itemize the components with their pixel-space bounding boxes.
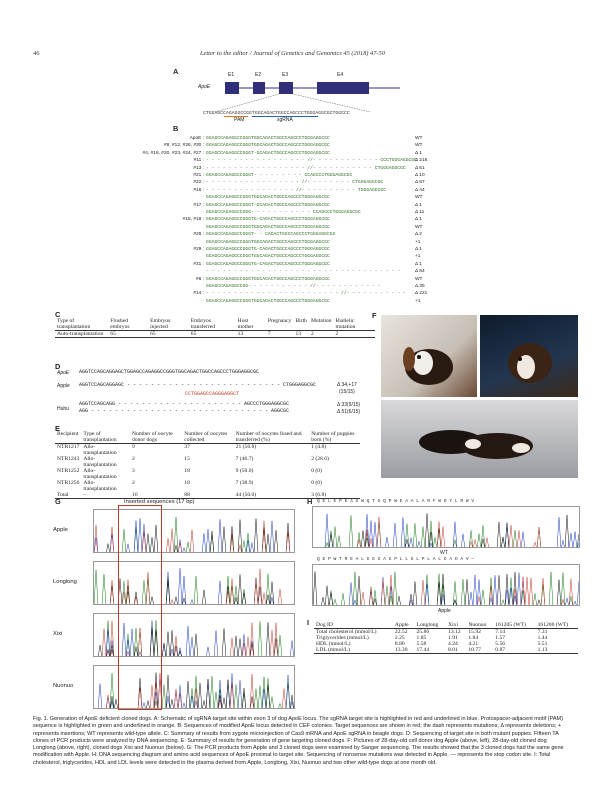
alignment-id: #6 : [195,276,204,282]
alignment-seq: GGAGCCAGAGGCCGGG- - - - - - - - - - - CCAGCCCTGGGAGGCGC [206,210,361,215]
e-cell: NTR1243 [57,456,80,462]
d-huhu-note2: Δ 51(6/15) [337,409,361,415]
trace-line [313,513,580,548]
e-cell: 9 [132,444,135,450]
i-cell: 10.77 [468,647,481,653]
alignment-seq: GGAGCCAGAGGCCGGGTG-CAGACTGGCCAGCCCTGGGAGGCGC [206,247,330,252]
i-header: 161206 (WT) [536,622,578,629]
c-header: Mutation [309,318,334,331]
page-number: 46 [33,50,40,57]
alignment-seq: GGAGCCAGAGGCCGGGT-GCAGACTGGCCAGCCCTGGGAGGCGC [206,202,330,208]
alignment-note: Δ 1 [415,247,422,252]
pam-underline [224,116,248,117]
c-header: Type of transplantation [55,318,108,331]
alignment-note: Δ 1 [415,217,422,223]
alignment-row [118,269,448,276]
alignment-row [118,151,448,158]
alignment-seq: GGAGCCAGAGGCCGGGTGGCAGACTGGCCAGCCCTGGGAGGCGC [206,298,330,304]
alignment-seq: GGAGCCAGAGGCCGGGT- - CAGACTGGCCAGCCCTGGGAGGCGC [206,232,336,238]
i-cell: 5.58 [416,641,427,647]
inserted-label: Inserted sequences (17 bp) [124,499,195,505]
d-apple-label: Apple [57,383,70,389]
alignment-row [118,188,448,195]
alignment-note: Δ 10 [415,173,425,178]
panel-c-table [55,318,375,338]
alignment-note: +1 [415,254,421,260]
panel-g-label: G [55,497,61,506]
alignment-note: Δ 1 [415,202,422,208]
alignment-seq: - - - - - - - - - - - - - - - - - - - - - - - - //- - - - - - - - - - - [206,291,406,297]
i-cell: 4.24 [448,641,458,647]
track-label: Apple [53,527,68,533]
trace-line [313,575,580,606]
i-header: Dog ID [314,622,393,629]
alignment-row [118,158,448,165]
alignment-id: ApoE : [189,136,204,141]
alignment-row [118,291,448,298]
d-huhu-note1: Δ 33(9/15) [337,402,361,408]
alignment-row [118,299,448,306]
trace-line [313,572,580,606]
e-header: Number of puppies born (%) [309,431,360,444]
e-cell: Total [57,492,69,498]
i-cell: 8.80 [394,641,405,647]
alignment-row [118,203,448,210]
e-cell: 7 (46.7) [235,456,254,462]
e-cell: NTR1217 [57,444,80,450]
running-title: Letter to the editor / Journal of Genetics and Genomics 45 (2018) 47-50 [200,50,385,57]
sgrna-underline [252,116,318,117]
alignment-seq: GGAGCCAGAGGCCGGGTGGCAGACTGGCCAGCCCTGGGAGGCGC [206,276,330,282]
e-header: Type of transplantation [81,431,130,444]
alignment-id: #17 : [193,202,204,208]
alignment-row [118,143,448,150]
alignment-note: Δ 2 [415,232,422,238]
e-cell: 2 [132,456,135,462]
i-cell: 2.25 [394,635,405,641]
alignment-row [118,225,448,232]
i-cell: 22.52 [394,629,408,635]
h-protein-mut: Q E P W T R E A L G G G A G P L L G L P L A L G A D A V — [317,557,475,562]
track-label: Nuonuo [53,683,74,689]
alignment-row [118,173,448,180]
i-cell: 1.44 [537,635,548,641]
i-cell: 13.12 [448,629,461,635]
alignment-row [118,277,448,284]
h-wt-label: WT [440,550,448,556]
i-cell: 25.86 [416,629,430,635]
table-row [55,492,360,499]
puppies-illustration [381,400,578,478]
alignment-seq: GGAGCCAGAGGCCGGGTG-CAGACTGGCCAGCCCTGGGAGGCGC [206,261,330,267]
alignment-id: #4, #18, #20, #23, #24, #27 : [142,150,204,156]
panel-d-label: D [55,362,61,371]
i-cell: 17.44 [416,647,430,653]
alignment-seq: GGAGCCAGAGGCCGGGTGGCAGACTGGCCAGCCCTGGGAGGCGC [206,254,330,260]
i-header: Nuonuo [466,622,493,629]
e-cell: – [83,492,87,498]
alignment-seq: GGAGCCAGAGGCCGGGTGGCAGACTGGCCAGCCCTGGGAGGCGC [206,136,330,141]
alignment-row [118,254,448,261]
panel-i-label: I [307,618,310,627]
gene-name: ApoE [198,84,211,90]
alignment-seq: GGAGCCAGAGGCCGG- - - - - - - - - - - //- - - - - - - - - - - - [206,284,381,289]
alignment-row [118,247,448,254]
panel-c-label: C [55,310,61,319]
alignment-note: Δ 67 [415,180,425,186]
alignment-seq: - - - - - - - - - - - - - - - - - //- - - - - - - - CTGGGAGGCGC [206,180,384,186]
i-header: Longlong [415,622,447,629]
e-cell: Allo-transplantation [83,480,117,492]
panel-f-label: F [372,311,377,320]
c-header: Pregnancy [266,318,294,331]
alignment-id: #8, #12, #28, #30 : [163,143,204,149]
d-huhu-seq2: AGG - - - - - - - - - - - - - - - - - - - - - - - - - - - - - - AGGCGC [79,408,290,414]
i-cell: Total cholesterol (mmol/L) [316,629,377,635]
table-row [55,444,360,457]
puppy-illustration [381,315,477,397]
c-header: Embryos injected [148,318,189,331]
i-cell: 4.21 [468,641,479,647]
inserted-highlight-box [118,505,162,710]
i-cell: 1.84 [468,635,479,641]
target-sequence: CTGGAGCCAGAGGCCGGTGGCAGACTGGCCAGCCCTGGGAGGCGCTGGCCC [203,111,350,116]
chromatogram-trace [313,507,580,548]
alignment-note: Δ 1 [415,150,422,156]
i-cell: 1.13 [537,647,548,653]
panel-a-label: A [173,67,179,76]
d-ref-label: ApoE [57,370,70,376]
alignment-row [118,232,448,239]
alignment-seq: - - - - - - - - - - - - - - - - //- - - - - - - - - - TGGGAGGCGC [206,187,387,193]
alignment-id: #26 : [193,232,204,238]
panel-d-sequences [55,370,365,418]
alignment-note: Δ 11 [415,210,425,215]
h-apple-chromatogram [312,564,580,606]
e-cell: 88 [184,492,190,498]
alignment-note: Δ 1 [415,261,422,267]
h-apple-label: Apple [438,608,451,614]
c-cell: 65 [190,331,197,337]
alignment-id: #22 : [193,180,204,186]
sgrna-label: sgRNA [277,117,293,123]
alignment-id: #21 : [193,173,204,178]
alignment-note: Δ 35 [415,284,425,289]
alignment-row [118,284,448,291]
i-cell: 1.85 [416,635,427,641]
panel-h-label: H [307,497,313,506]
c-header: Biallelic mutation [333,318,375,331]
alignment-row [118,262,448,269]
alignment-row [118,217,448,224]
figure-caption: Fig. 1. Generation of ApoE deficient cloned dogs. A: Schematic of sgRNA target site within exon 3 of dog ApoE locus. The sgRNA target site is highlighted in red and underlined in blue. Protospacer-adjacent motif (PAM) sequence is highlighted in green and underlined in orange. B: Sequences of modified ApoE locus detected in CEF colonies. Target sequences are shown in red; the dash represents mutations; Δ represents deletions; + represents insertions; WT represents wild-type allele. C: Summary of results from zygote microinjection of Cas9 mRNA and ApoE sgRNA in beagle dogs. D: Sequencing of target site in both mutant puppies. Fifteen TA clones of PCR products were analyzed by DNA sequencing. E: Summary of results for generation of gene targeting cloned dogs. F: Pictures of 28-day-old cell donor dog Apple (above, left), 28-day-old cloned dog Longlong (above, right), cloned dogs Xixi and Nuonuo (below). G: The PCR products from Apple and 3 cloned dogs were examined by Sanger sequencing. The results showed that the 3 cloned dogs had the same gene modification with Apple. H: DNA sequencing diagram and amino acid sequences of ApoE proximal to target site. Sequencing of nonsense mutations was detected in Apple. — represents the stop codon site. I: Total cholesterol, triglycerides, HDL and LDL levels were detected in the plasma derived from Apple, Longlong, Xixi, Nuonuo and two other wild-type dogs at one month old. [33,716,564,766]
alignment-seq: - - - - - - - - - - - - - - - - - - - - - - - - - - - - - - - - - - - [206,269,401,275]
alignment-note: +1 [415,239,421,245]
c-header: Host mother [236,318,266,331]
i-cell: 5.51 [537,641,548,647]
c-cell: 13 [295,331,302,337]
i-header: 161205 (WT) [493,622,535,629]
photo-apple [381,315,477,397]
c-header: Birth [293,318,309,331]
c-cell: Auto-transplantation [57,331,104,337]
photo-longlong [480,315,578,397]
e-header: Number of oocytes fused and transferred (%) [234,431,310,444]
c-header: Flushed embryos [108,318,148,331]
table-row [314,647,578,654]
c-cell: 65 [110,331,116,337]
e-cell: 16 [132,492,138,498]
alignment-seq: GGAGCCAGAGGCCGGGTG-CAGACTGGCCAGCCCTGGGAGGCGC [206,217,330,223]
table-row [55,456,360,468]
alignment-note: +1 [415,298,421,304]
alignment-seq: GGAGCCAGAGGCCGGGTGGCAGACTGGCCAGCCCTGGGAGGCGC [206,239,330,245]
trace-line [313,572,580,607]
e-cell: 18 [184,468,190,474]
alignment-note: WT [415,195,423,201]
panel-b-label: B [173,124,179,133]
exon-e1-label: E1 [228,72,235,78]
i-header: Apple [393,622,415,629]
alignment-note: Δ 44 [415,187,425,193]
trace-line [313,514,580,548]
i-cell: 0.87 [495,647,506,653]
puppy-illustration [480,315,578,397]
e-cell: 9 (50.0) [235,468,254,474]
chromatogram-trace [313,565,580,606]
c-cell: 7 [267,331,271,337]
e-cell: 7 (38.9) [235,480,254,486]
i-header: Xixi [446,622,466,629]
e-cell: Allo-transplantation [83,444,117,456]
alignment-id: #11 : [193,158,204,164]
i-cell: 7.31 [537,629,548,635]
alignment-id: #14 : [193,291,204,297]
alignment-row [118,240,448,247]
panel-e-table [55,431,360,499]
d-huhu-label: Huhu [57,406,69,412]
e-cell: 0 (0) [311,480,322,486]
exon-e4-label: E4 [337,72,344,78]
alignment-note: WT [415,276,423,282]
trace-line [313,517,580,548]
photo-xixi-nuonuo [381,400,578,478]
d-apple-note: Δ 34,+17 [337,382,357,388]
i-cell: Triglycerides (mmol/L) [316,635,369,641]
e-cell: 44 (50.0) [235,492,257,498]
h-wt-chromatogram [312,506,580,548]
alignment-note: Δ 216 [415,158,428,164]
table-row [55,480,360,492]
alignment-note: WT [415,143,423,149]
c-cell: 13 [237,331,244,337]
alignment-seq: GGAGCCAGAGGCCGGGTGGCAGACTGGCCAGCCCTGGGAGGCGC [206,143,330,149]
alignment-note: WT [415,224,423,230]
trace-line [313,515,580,548]
d-apple-count: (15/15) [339,389,355,395]
alignment-seq: - - - - - - - - - - - - - - - - - - //- - - - - - - - - - - - CCCTGGGAGGCGC [206,158,417,164]
alignment-id: #16 : [193,187,204,193]
exon-e2-label: E2 [255,72,262,78]
alignment-note: Δ 221 [415,291,428,297]
i-cell: 7.14 [495,629,506,635]
trace-line [313,573,580,606]
e-cell: 2 [132,480,135,486]
alignment-id: #31 : [193,261,204,267]
e-cell: 15 [184,456,190,462]
d-insert-seq: CCTGGAGCCAGGGAGGCT [185,391,240,397]
alignment-note: WT [415,136,423,141]
alignment-note: Δ 51 [415,165,425,171]
pam-label: PAM [234,117,245,123]
i-cell: LDL (mmol/L) [316,647,350,653]
alignment-row [118,166,448,173]
alignment-row [118,136,448,143]
i-cell: 1.91 [448,635,458,641]
c-cell: 2 [310,331,314,337]
e-cell: 3 [132,468,135,474]
c-cell: 2 [335,331,339,337]
panel-i-table [314,622,578,654]
e-cell: 2 (28.6) [311,456,329,462]
h-protein-wt: Q E L E P E A G W Q T G Q P W E A A L A R F W D Y L R W V [317,499,475,504]
i-cell: 15.92 [468,629,481,635]
alignment-note: Δ 84 [415,269,425,275]
e-header: Recipient [55,431,81,444]
c-cell: 65 [150,331,156,337]
alignment-seq: GGAGCCAGAGGCCGGGT-GCAGACTGGCCAGCCCTGGGAGGCGC [206,150,330,156]
alignment-id: #13 : [193,165,204,171]
e-cell: 0 (0) [311,468,322,474]
alignment-seq: GGAGCCAGAGGCCGGGTGGCAGACTGGCCAGCCCTGGGAGGCGC [206,224,330,230]
d-huhu-seq1: AGGTCCAGCAGG - - - - - - - - - - - - - - - - - - - - - AGCCCTGGGAGGCGC [79,401,290,407]
alignment-row [118,180,448,187]
i-cell: 13.30 [394,647,408,653]
c-header: Embryos transferred [189,318,236,331]
exon-e3-label: E3 [282,72,289,78]
e-header: Number of oocyte donor dogs [130,431,182,444]
i-cell: 5.56 [495,641,506,647]
alignment-row [118,210,448,217]
panel-e-label: E [55,424,60,433]
e-cell: 1 (4.8) [311,444,327,450]
e-cell: Allo-transplantation [83,468,117,480]
e-cell: 21 (56.8) [235,444,257,450]
i-cell: 1.57 [495,635,506,641]
table-row [55,468,360,480]
panel-g-tracks [55,505,295,715]
e-cell: NTR1256 [57,480,80,486]
track-label: Xixi [53,631,63,637]
alignment-id: #15, #19 : [182,217,204,223]
e-header: Number of oocytes collected [182,431,233,444]
i-cell: 8.01 [448,647,458,653]
e-cell: 18 [184,480,190,486]
alignment-seq: GGAGCCAGAGGCCGGGT- - - - - - - - - CCAGCCCTGGGAGGCGC [206,173,353,178]
alignment-seq: - - - - - - - - - - - - - - - - - - //- - - - - - - - - - - CTGGGAGGCGC [206,165,406,171]
d-ref-seq: AGGTCCAGCAGGAGCTGGAGCCAGAGGCCGGGTGGCAGACTGGCCAGCCCTGGGAGGCGC [79,369,260,375]
track-label: Longlong [53,579,77,585]
e-cell: 3 (6.8) [311,492,327,498]
e-cell: Allo-transplantation [83,456,117,468]
e-cell: 37 [184,444,190,450]
alignment-seq: GGAGCCAGAGGCCGGGTGGCAGACTGGCCAGCCCTGGGAGGCGC [206,195,330,201]
i-cell: HDL (mmol/L) [316,641,351,647]
e-cell: NTR1252 [57,468,80,474]
alignment-row [118,195,448,202]
d-apple-seq: AGGTCCAGCAGGAGC - - - - - - - - - - - - - - - - - - - - - - - - - - CTGGGAGGCGC [79,382,317,388]
alignment-id: #29 : [193,247,204,252]
